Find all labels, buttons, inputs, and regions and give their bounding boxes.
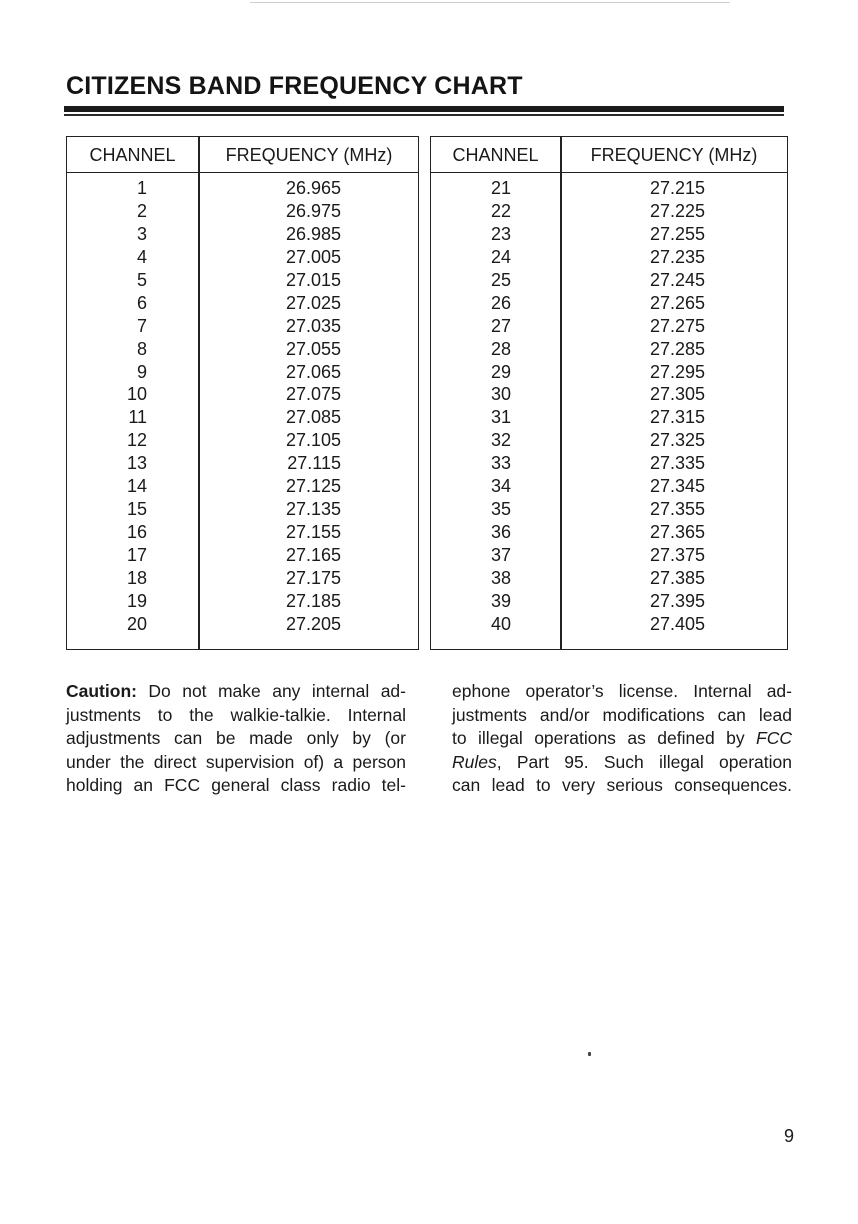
table-row [67, 223, 418, 246]
table-row [67, 498, 418, 521]
table-row [431, 292, 787, 315]
frequency-cell: 27.385 [649, 567, 705, 588]
title-underline-thin [64, 114, 784, 116]
table-header [431, 137, 787, 173]
frequency-cell: 27.345 [649, 476, 705, 497]
title-underline-thick [64, 106, 784, 112]
table-row [67, 246, 418, 269]
table-row [431, 177, 787, 200]
frequency-cell: 27.265 [649, 292, 705, 313]
table-body [431, 177, 787, 636]
caution-paragraph-right [452, 680, 792, 798]
frequency-cell: 27.065 [285, 361, 341, 382]
table-row [431, 590, 787, 613]
frequency-cell: 27.375 [649, 545, 705, 565]
frequency-cell: 27.215 [649, 178, 705, 198]
table-row [67, 338, 418, 361]
frequency-cell: 27.175 [285, 567, 341, 588]
frequency-cell: 27.365 [649, 522, 705, 543]
page-number: 9 [784, 1126, 795, 1146]
table-row [431, 315, 787, 338]
caution-label: Caution: [66, 681, 137, 701]
channel-cell: 23 [490, 223, 511, 244]
frequency-cell: 27.225 [649, 200, 705, 221]
frequency-cell: 27.055 [285, 338, 341, 359]
channel-cell: 18 [126, 567, 147, 588]
table-header [67, 137, 418, 173]
channel-cell: 9 [136, 361, 147, 382]
channel-cell: 40 [490, 613, 511, 634]
channel-cell: 11 [128, 407, 147, 428]
frequency-cell: 27.185 [285, 590, 341, 611]
frequency-cell: 27.155 [285, 522, 341, 543]
table-row [67, 544, 418, 567]
frequency-cell: 27.115 [287, 453, 341, 474]
frequency-table-channels-21-40 [430, 136, 788, 650]
frequency-cell: 26.985 [285, 223, 341, 244]
table-row [431, 429, 787, 452]
channel-cell: 19 [126, 590, 147, 611]
table-row [67, 429, 418, 452]
channel-cell: 28 [490, 338, 511, 359]
fcc-italic: FCC [756, 728, 792, 749]
table-row [431, 223, 787, 246]
frequency-cell: 27.015 [285, 269, 341, 290]
table-row [431, 452, 787, 475]
page-title: CITIZENS BAND FREQUENCY CHART [66, 72, 523, 100]
table-row [67, 521, 418, 544]
channel-cell: 34 [490, 476, 511, 497]
frequency-cell: 27.395 [649, 590, 705, 611]
channel-cell: 16 [126, 522, 147, 543]
channel-cell: 5 [136, 269, 147, 290]
channel-cell: 8 [136, 338, 147, 359]
table-row [431, 246, 787, 269]
table-row [431, 200, 787, 223]
table-row [431, 383, 787, 406]
channel-cell: 3 [136, 223, 147, 244]
channel-cell: 14 [126, 476, 147, 497]
top-edge-rule [250, 2, 730, 3]
table-row [431, 269, 787, 292]
channel-cell: 31 [490, 407, 511, 428]
channel-cell: 39 [490, 590, 511, 611]
table-row [67, 200, 418, 223]
channel-cell: 24 [490, 246, 511, 267]
channel-cell: 32 [490, 430, 511, 451]
frequency-cell: 27.405 [649, 613, 705, 634]
channel-cell: 20 [126, 613, 147, 634]
table-row [431, 475, 787, 498]
channel-cell: 30 [490, 384, 511, 405]
table-row [431, 361, 787, 384]
table-row [431, 498, 787, 521]
table-row [431, 567, 787, 590]
table-row [67, 613, 418, 636]
frequency-cell: 27.255 [649, 223, 705, 244]
scan-speck [588, 1052, 591, 1056]
channel-cell: 13 [126, 453, 147, 474]
channel-cell: 22 [490, 200, 511, 221]
caution-line-5: holding an FCC general class radio tel- [66, 775, 406, 796]
frequency-cell: 27.285 [649, 338, 705, 359]
table-body [67, 177, 418, 636]
table-row [431, 613, 787, 636]
channel-cell: 26 [490, 292, 511, 313]
channel-cell: 7 [136, 315, 147, 336]
table-row [431, 338, 787, 361]
frequency-cell: 27.325 [649, 430, 705, 451]
channel-cell: 33 [490, 453, 511, 474]
caution-line-8 [452, 727, 792, 751]
table-row [67, 292, 418, 315]
frequency-cell: 26.965 [285, 178, 341, 198]
table-row [67, 269, 418, 292]
frequency-cell: 27.205 [285, 613, 341, 634]
caution-line-text: Do not make any internal ad- [136, 681, 406, 701]
frequency-cell: 27.035 [285, 315, 341, 336]
channel-cell: 17 [126, 545, 147, 565]
frequency-cell: 27.295 [649, 361, 705, 382]
channel-cell: 38 [490, 567, 511, 588]
frequency-cell: 27.005 [285, 246, 341, 267]
caution-line-2: justments to the walkie-talkie. Internal [66, 704, 406, 725]
table-row [67, 361, 418, 384]
channel-cell: 4 [136, 246, 147, 267]
channel-cell: 2 [136, 200, 147, 221]
frequency-cell: 27.025 [285, 292, 341, 313]
frequency-cell: 27.335 [649, 453, 705, 474]
frequency-cell: 27.245 [649, 269, 705, 290]
table-row [431, 521, 787, 544]
table-row [67, 383, 418, 406]
frequency-column-header: FREQUENCY (MHz) [225, 145, 393, 165]
channel-cell: 37 [490, 545, 511, 565]
frequency-cell: 27.135 [285, 499, 341, 520]
channel-column-header: CHANNEL [452, 145, 539, 165]
table-row [67, 567, 418, 590]
caution-line-4: under the direct supervision of) a person [66, 751, 406, 772]
caution-line-text: , Part 95. Such illegal operation [496, 751, 792, 772]
rules-italic: Rules [452, 751, 497, 772]
channel-cell: 12 [126, 430, 147, 451]
caution-line-3: adjustments can be made only by (or [66, 728, 406, 749]
table-row [67, 452, 418, 475]
channel-cell: 29 [490, 361, 511, 382]
caution-line-9 [452, 751, 792, 775]
frequency-cell: 27.075 [285, 384, 341, 405]
frequency-cell: 27.315 [649, 407, 705, 428]
channel-cell: 25 [490, 269, 511, 290]
channel-cell: 10 [126, 384, 147, 405]
frequency-cell: 27.275 [649, 315, 705, 336]
table-row [67, 177, 418, 200]
frequency-cell: 27.235 [649, 246, 705, 267]
frequency-cell: 27.165 [285, 545, 341, 565]
caution-paragraph-left [66, 680, 406, 798]
caution-line-text: to illegal operations as defined by [452, 728, 757, 749]
channel-cell: 6 [136, 292, 147, 313]
channel-cell: 27 [490, 315, 511, 336]
caution-line-6: ephone operator’s license. Internal ad- [452, 681, 792, 701]
frequency-table-channels-1-20 [66, 136, 419, 650]
frequency-cell: 27.125 [285, 476, 341, 497]
table-row [431, 544, 787, 567]
caution-line-10: can lead to very serious consequences. [452, 775, 792, 796]
caution-line-1 [66, 680, 406, 704]
channel-cell: 35 [490, 499, 511, 520]
table-row [431, 406, 787, 429]
table-row [67, 590, 418, 613]
frequency-cell: 27.305 [649, 384, 705, 405]
channel-cell: 1 [136, 178, 147, 198]
frequency-column-header: FREQUENCY (MHz) [590, 145, 758, 165]
table-row [67, 475, 418, 498]
channel-cell: 15 [126, 499, 147, 520]
channel-cell: 36 [490, 522, 511, 543]
table-row [67, 406, 418, 429]
channel-column-header: CHANNEL [89, 145, 176, 165]
caution-line-7: justments and/or modifications can lead [452, 704, 792, 725]
frequency-cell: 27.355 [649, 499, 705, 520]
frequency-cell: 27.085 [285, 407, 341, 428]
frequency-cell: 26.975 [285, 200, 341, 221]
channel-cell: 21 [490, 178, 511, 198]
frequency-cell: 27.105 [285, 430, 341, 451]
table-row [67, 315, 418, 338]
